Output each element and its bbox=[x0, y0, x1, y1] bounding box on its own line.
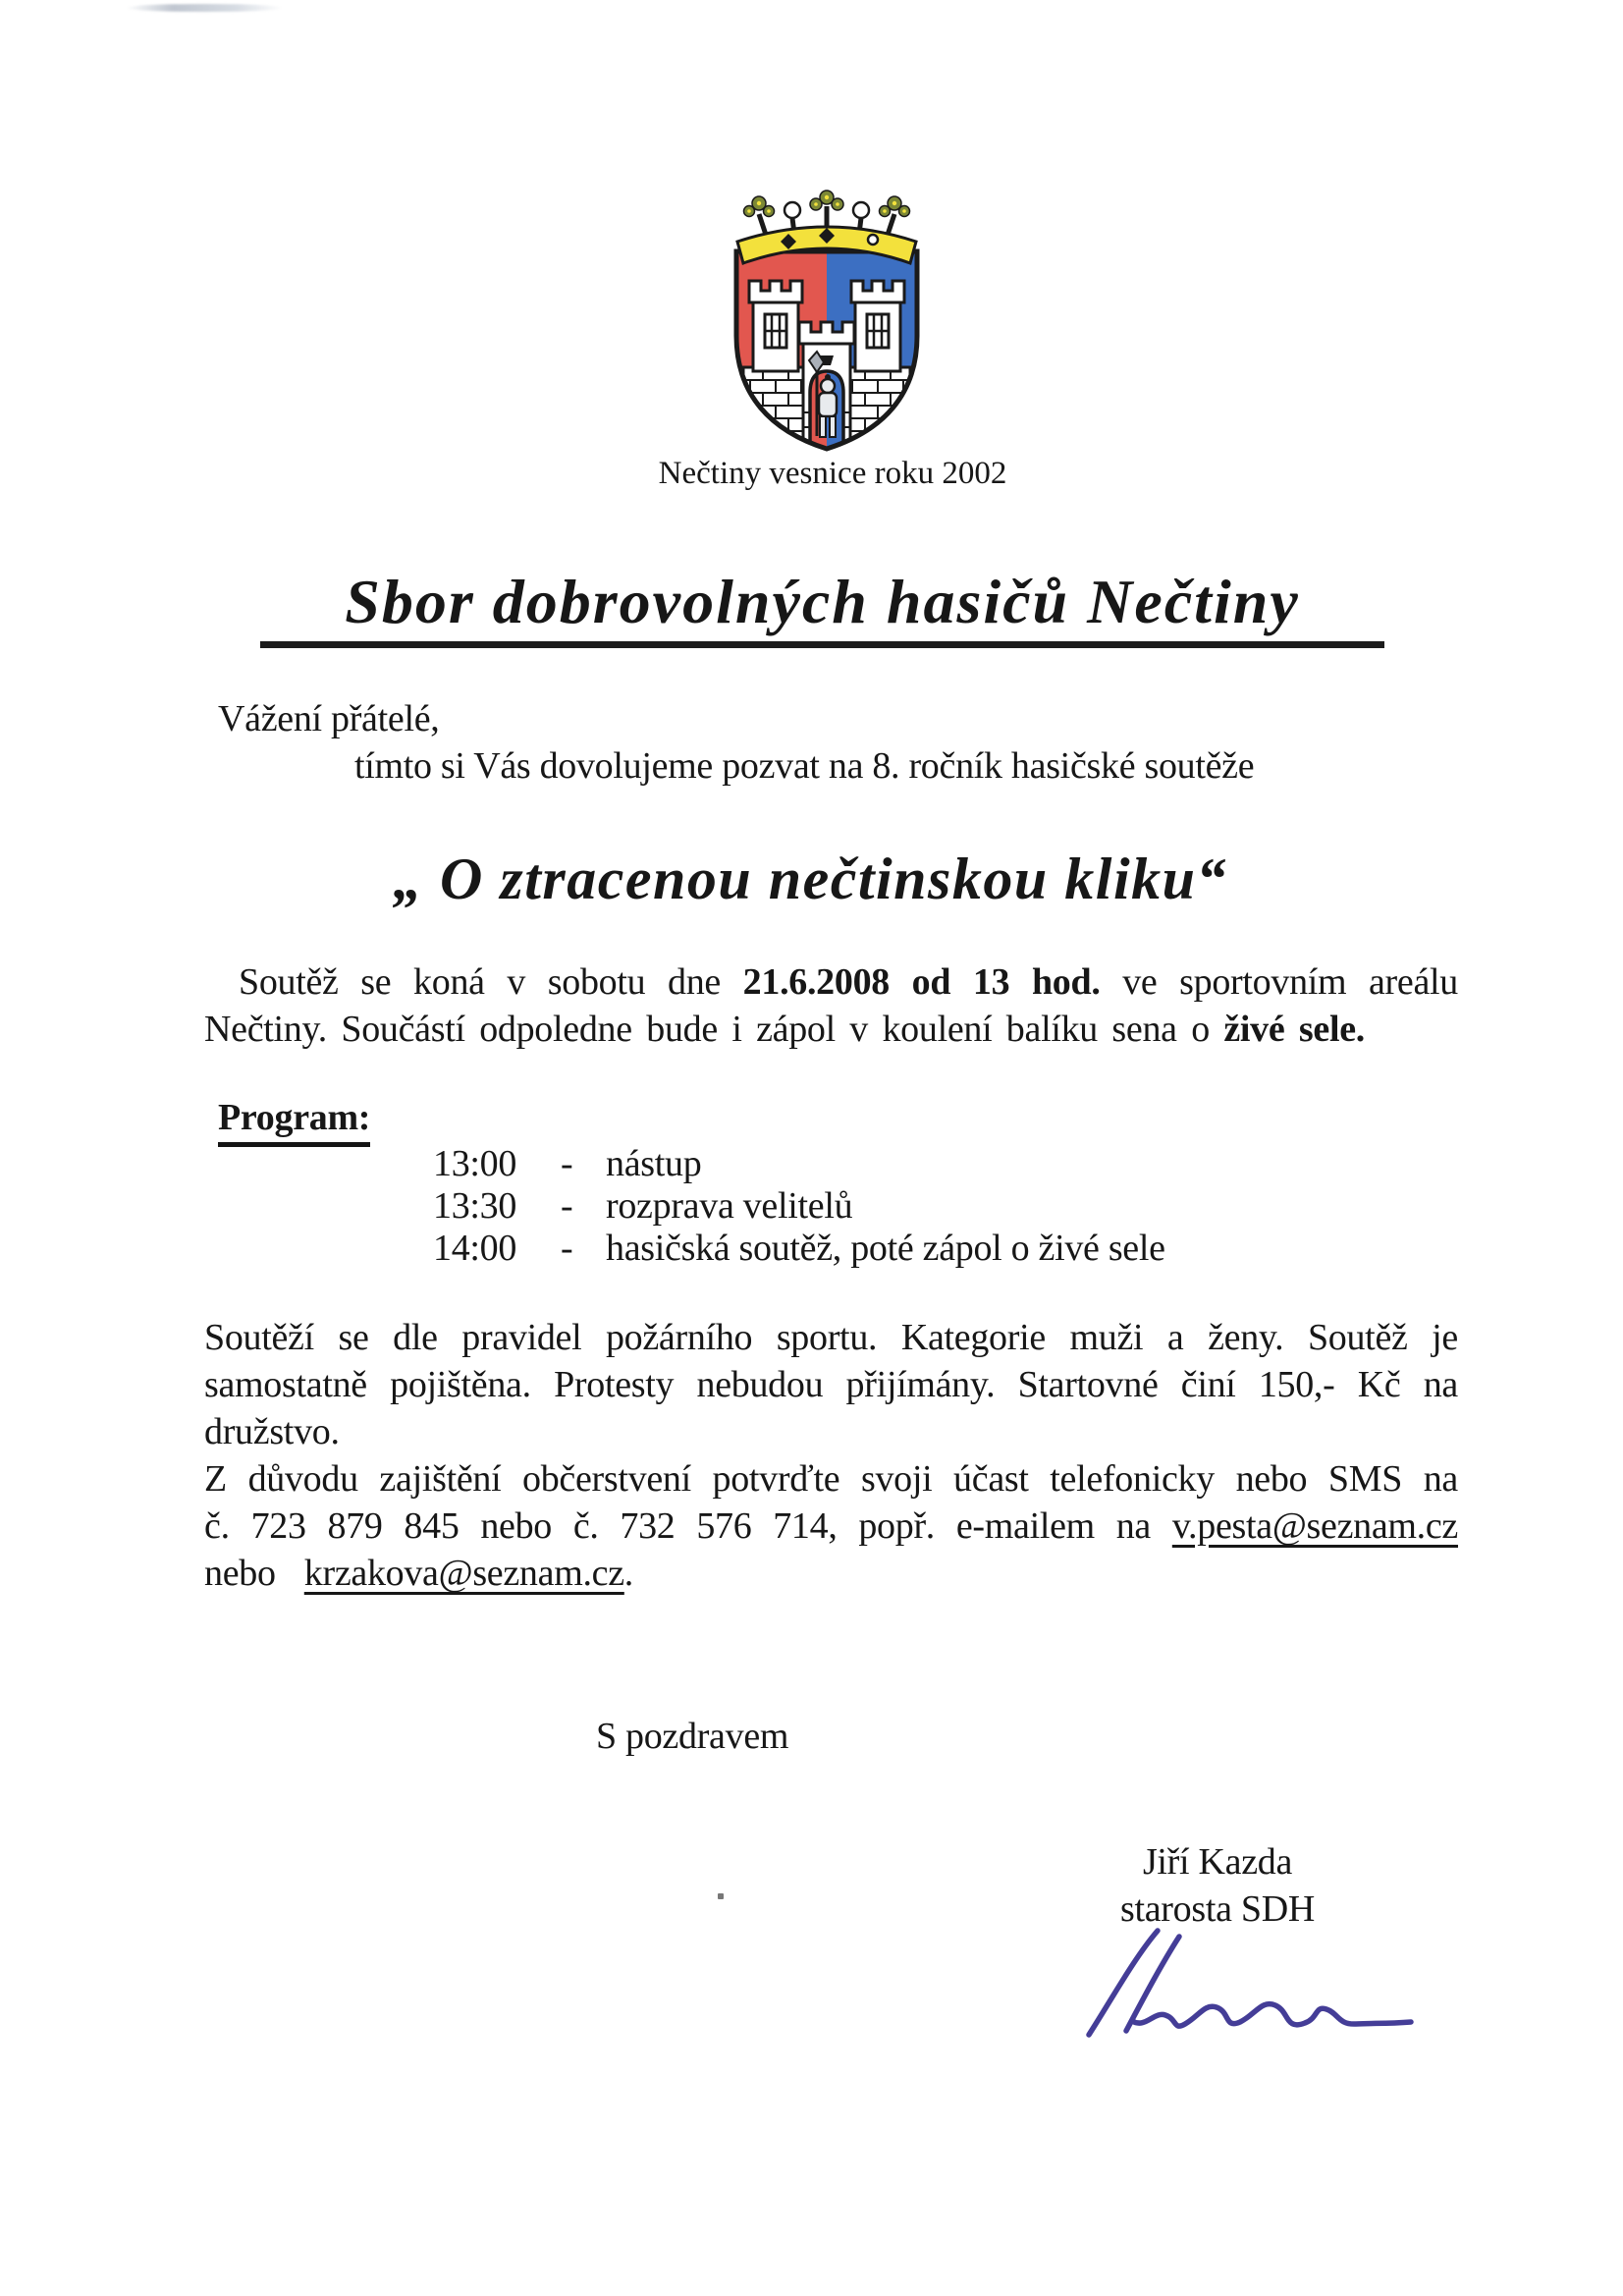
event-title: „ O ztracenou nečtinskou kliku“ bbox=[393, 847, 1227, 911]
program-dash: - bbox=[561, 1185, 573, 1227]
left-tower bbox=[749, 281, 802, 371]
org-title: Sbor dobrovolných hasičů Nečtiny bbox=[260, 568, 1384, 648]
email-address: v.pesta@seznam.cz bbox=[1171, 1505, 1458, 1547]
text-run: Soutěží se dle pravidel požárního sportu. Kategorie muži a ženy. Soutěž je bbox=[204, 1317, 1458, 1358]
invite-line: tímto si Vás dovolujeme pozvat na 8. ročník hasičské soutěže bbox=[354, 745, 1255, 787]
program-heading-label: Program: bbox=[218, 1096, 370, 1147]
text-run: . bbox=[623, 1553, 633, 1594]
signature-block bbox=[1021, 1838, 1414, 1933]
text-run: Soutěž se koná v sobotu dne bbox=[239, 961, 743, 1003]
crest-caption: Nečtiny vesnice roku 2002 bbox=[658, 456, 1007, 491]
program-time: 13:00 bbox=[433, 1143, 517, 1184]
program-time: 14:00 bbox=[433, 1228, 517, 1269]
program-desc: hasičská soutěž, poté zápol o živé sele bbox=[606, 1228, 1165, 1269]
rules-paragraph bbox=[204, 1314, 1458, 1455]
nectiny-coat-of-arms-icon bbox=[724, 189, 930, 457]
scan-artifact-dot bbox=[718, 1893, 724, 1899]
program-desc: rozprava velitelů bbox=[606, 1185, 853, 1227]
text-run: Nečtiny. Součástí odpoledne bude i zápol v koulení balíku sena o bbox=[204, 1009, 1224, 1050]
text-run: č. 723 879 845 nebo č. 732 576 714, popř. e-mailem na bbox=[204, 1505, 1172, 1547]
handwritten-signature bbox=[1073, 1925, 1417, 2041]
text-line bbox=[204, 1314, 1458, 1361]
program-desc: nástup bbox=[606, 1143, 702, 1184]
text-run: samostatně pojištěna. Protesty nebudou přijímány. Startovné činí 150,- Kč na bbox=[204, 1364, 1458, 1405]
scan-artifact-smudge bbox=[126, 4, 283, 12]
text-line bbox=[204, 958, 1458, 1006]
program-heading bbox=[218, 1096, 370, 1147]
text-line bbox=[204, 1455, 1458, 1503]
signer-name: Jiří Kazda bbox=[1142, 1841, 1293, 1883]
intro-paragraph bbox=[204, 958, 1458, 1053]
right-tower bbox=[851, 281, 904, 371]
greeting: Vážení přátelé, bbox=[218, 698, 440, 739]
bold-run: živé sele. bbox=[1223, 1009, 1365, 1050]
text-line bbox=[204, 1361, 1458, 1408]
program-dash: - bbox=[561, 1143, 573, 1184]
text-run: ve sportovním areálu bbox=[1100, 961, 1458, 1003]
bold-date-run: 21.6.2008 od 13 hod. bbox=[742, 961, 1101, 1003]
text-run: Z důvodu zajištění občerstvení potvrďte svoji účast telefonicky nebo SMS na bbox=[204, 1458, 1458, 1500]
text-line bbox=[204, 1006, 1458, 1053]
closing-salutation: S pozdravem bbox=[596, 1716, 789, 1757]
signer-role: starosta SDH bbox=[1120, 1888, 1315, 1930]
program-dash: - bbox=[561, 1228, 573, 1269]
text-line bbox=[204, 1550, 1458, 1597]
text-line bbox=[204, 1503, 1458, 1550]
text-run: nebo bbox=[204, 1553, 304, 1594]
text-line bbox=[204, 1408, 1458, 1455]
email-address: krzakova@seznam.cz bbox=[303, 1553, 624, 1594]
contact-paragraph bbox=[204, 1455, 1458, 1597]
shield bbox=[736, 251, 917, 457]
text-run: družstvo. bbox=[204, 1411, 340, 1452]
program-time: 13:30 bbox=[433, 1185, 517, 1227]
